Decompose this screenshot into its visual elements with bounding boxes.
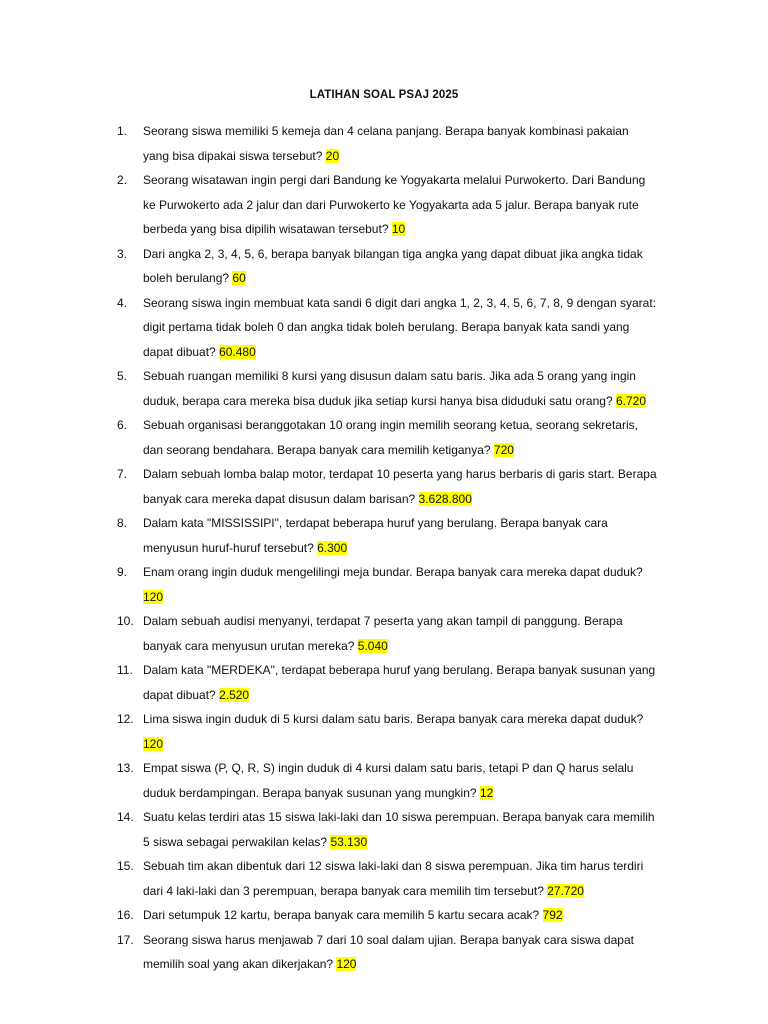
question-text: Dari angka 2, 3, 4, 5, 6, berapa banyak bilangan tiga angka yang dapat dibuat jika angka tidak boleh berulang? — [143, 246, 643, 285]
question-item — [117, 805, 657, 854]
answer-highlight: 12 — [479, 785, 494, 800]
answer-highlight: 720 — [493, 442, 514, 457]
question-number: 13. — [117, 761, 134, 775]
question-item — [117, 707, 657, 756]
answer-highlight: 60.480 — [219, 344, 256, 359]
question-text: Seorang siswa ingin membuat kata sandi 6 digit dari angka 1, 2, 3, 4, 5, 6, 7, 8, 9 dengan syarat: digit pertama tidak boleh 0 dan angka tidak boleh berulang. Berapa banyak kata sandi yang dapat dibuat? — [143, 295, 656, 359]
question-item — [117, 609, 657, 658]
question-text: Dari setumpuk 12 kartu, berapa banyak cara memilih 5 kartu secara acak? — [143, 908, 540, 922]
question-text: Dalam sebuah lomba balap motor, terdapat 10 peserta yang harus berbaris di garis start. Berapa banyak cara mereka dapat disusun dalam barisan? — [143, 467, 657, 506]
question-number: 17. — [117, 932, 134, 947]
question-number: 10. — [117, 614, 134, 628]
answer-highlight: 120 — [143, 589, 164, 604]
answer-highlight: 120 — [143, 736, 164, 751]
question-number: 2. — [117, 173, 128, 187]
answer-highlight: 792 — [542, 908, 563, 922]
answer-highlight: 20 — [325, 148, 340, 163]
answer-highlight: 6.300 — [317, 540, 348, 555]
answer-highlight: 6.720 — [615, 393, 646, 408]
question-text: Dalam kata "MERDEKA", terdapat beberapa huruf yang berulang. Berapa banyak susunan yang dapat dibuat? — [143, 663, 656, 702]
question-item — [117, 168, 657, 242]
question-item — [117, 291, 657, 365]
question-number: 6. — [117, 418, 128, 432]
question-item — [117, 756, 657, 805]
question-item — [117, 560, 657, 609]
question-text: Lima siswa ingin duduk di 5 kursi dalam satu baris. Berapa banyak cara mereka dapat duduk? — [143, 712, 644, 726]
answer-highlight: 27.720 — [547, 883, 584, 898]
question-item — [117, 903, 657, 928]
answer-highlight: 10 — [391, 222, 406, 236]
question-item — [117, 413, 657, 462]
question-text: Sebuah ruangan memiliki 8 kursi yang disusun dalam satu baris. Jika ada 5 orang yang ingin duduk, berapa cara mereka bisa duduk jika setiap kursi hanya bisa diduduki satu orang? — [143, 369, 636, 408]
question-text: Sebuah tim akan dibentuk dari 12 siswa laki-laki dan 8 siswa perempuan. Jika tim harus terdiri dari 4 laki-laki dan 3 perempuan, berapa banyak cara memilih tim tersebut? — [143, 859, 644, 898]
question-list — [117, 119, 657, 977]
answer-highlight: 60 — [232, 271, 246, 285]
question-item — [117, 854, 657, 903]
question-item — [117, 928, 657, 977]
question-item — [117, 658, 657, 707]
answer-highlight: 53.130 — [330, 834, 368, 849]
question-number: 9. — [117, 565, 128, 579]
answer-highlight: 120 — [336, 957, 357, 971]
question-number: 3. — [117, 246, 128, 261]
question-number: 4. — [117, 295, 128, 310]
question-number: 5. — [117, 369, 128, 383]
question-number: 8. — [117, 516, 128, 530]
question-item — [117, 119, 657, 168]
question-number: 7. — [117, 467, 128, 481]
question-number: 12. — [117, 712, 134, 726]
question-number: 1. — [117, 124, 128, 138]
question-number: 15. — [117, 859, 134, 873]
question-number: 14. — [117, 810, 134, 824]
question-item — [117, 364, 657, 413]
question-text: Sebuah organisasi beranggotakan 10 orang ingin memilih seorang ketua, seorang sekretaris, dan seorang bendahara. Berapa banyak cara memilih ketiganya? — [143, 418, 638, 457]
question-text: Seorang siswa memiliki 5 kemeja dan 4 celana panjang. Berapa banyak kombinasi pakaian yang bisa dipakai siswa tersebut? — [143, 124, 629, 163]
question-text: Seorang wisatawan ingin pergi dari Bandung ke Yogyakarta melalui Purwokerto. Dari Bandung ke Purwokerto ada 2 jalur dan dari Purwokerto ke Yogyakarta ada 5 jalur. Berapa banyak rute berbeda yang bisa dipilih wisatawan tersebut? — [143, 173, 646, 236]
answer-highlight: 2.520 — [219, 687, 250, 702]
document-title: LATIHAN SOAL PSAJ 2025 — [309, 89, 459, 101]
answer-highlight: 3.628.800 — [418, 491, 472, 506]
question-text: Dalam sebuah audisi menyanyi, terdapat 7 peserta yang akan tampil di panggung. Berapa banyak cara menyusun urutan mereka? — [143, 614, 623, 653]
question-text: Dalam kata "MISSISSIPI", terdapat beberapa huruf yang berulang. Berapa banyak cara menyusun huruf-huruf tersebut? — [143, 516, 608, 555]
question-number: 16. — [117, 908, 134, 922]
question-text: Seorang siswa harus menjawab 7 dari 10 soal dalam ujian. Berapa banyak cara siswa dapat memilih soal yang akan dikerjakan? — [143, 932, 634, 971]
question-item — [117, 511, 657, 560]
question-number: 11. — [117, 663, 133, 677]
question-text: Empat siswa (P, Q, R, S) ingin duduk di 4 kursi dalam satu baris, tetapi P dan Q harus selalu duduk berdampingan. Berapa banyak susunan yang mungkin? — [143, 761, 634, 800]
question-item — [117, 462, 657, 511]
question-item — [117, 242, 657, 291]
answer-highlight: 5.040 — [357, 638, 388, 653]
question-text: Enam orang ingin duduk mengelilingi meja bundar. Berapa banyak cara mereka dapat duduk? — [143, 565, 643, 579]
question-text: Suatu kelas terdiri atas 15 siswa laki-laki dan 10 siswa perempuan. Berapa banyak cara memilih 5 siswa sebagai perwakilan kelas? — [143, 810, 655, 849]
